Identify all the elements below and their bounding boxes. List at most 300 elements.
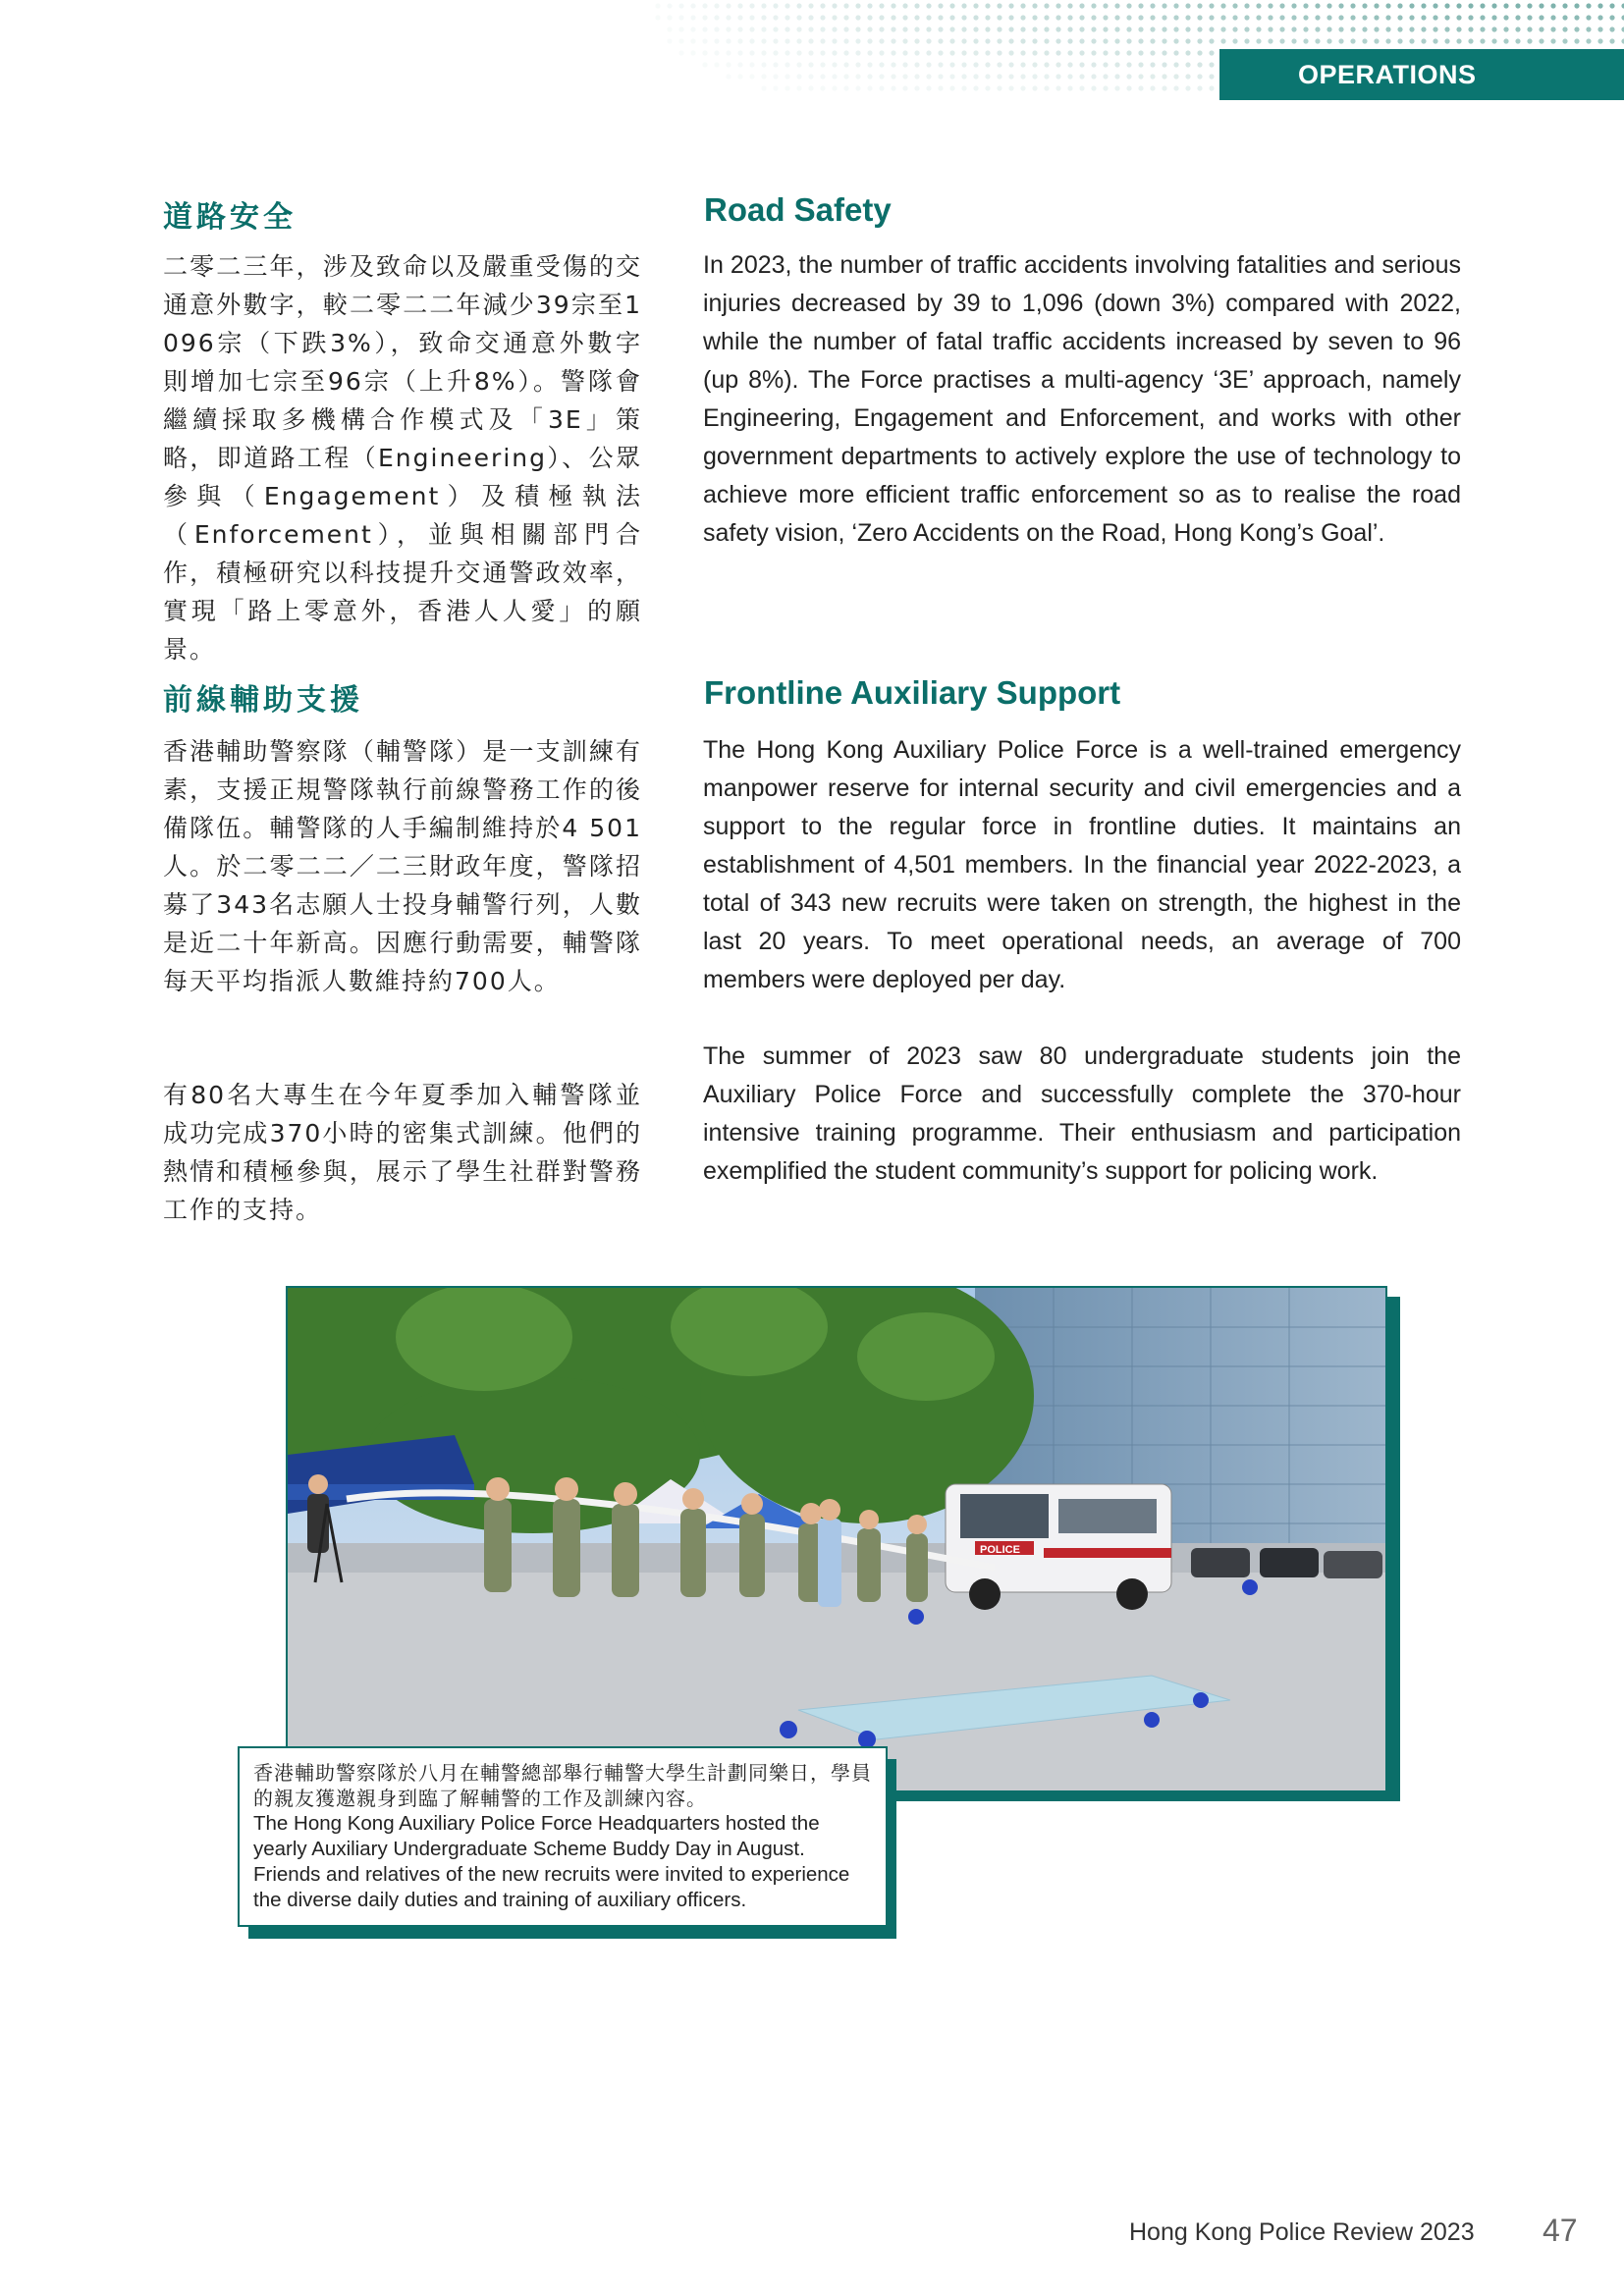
decor-dot: [1374, 3, 1379, 8]
auxiliary-body-en-2: The summer of 2023 saw 80 undergraduate students join the Auxiliary Police Force and successfully complete the 370-hour intensive training programme. Their enthusiasm and participation exemplified the student community’s support for policing work.: [703, 1042, 1461, 1185]
decor-dot: [678, 15, 683, 20]
decor-dot: [1091, 85, 1096, 90]
decor-dot: [1067, 3, 1072, 8]
decor-dot: [1421, 27, 1426, 31]
decor-dot: [702, 15, 707, 20]
decor-dot: [832, 50, 837, 55]
decor-dot: [879, 85, 884, 90]
decor-dot: [949, 3, 954, 8]
decor-dot: [808, 38, 813, 43]
decor-dot: [1162, 85, 1166, 90]
decor-dot: [1044, 38, 1049, 43]
decor-dot: [1044, 15, 1049, 20]
decor-dot: [1303, 15, 1308, 20]
decor-dot: [678, 3, 683, 8]
decor-dot: [985, 85, 990, 90]
decor-dot: [1173, 27, 1178, 31]
decor-dot: [1350, 3, 1355, 8]
decor-dot: [926, 85, 931, 90]
decor-dot: [938, 38, 943, 43]
decor-dot: [1397, 3, 1402, 8]
decor-dot: [926, 74, 931, 79]
decor-dot: [1114, 15, 1119, 20]
decor-dot: [914, 85, 919, 90]
decor-dot: [843, 50, 848, 55]
auxiliary-body-en-1: The Hong Kong Auxiliary Police Force is a well-trained emergency manpower reserve for internal security and civil emergencies and a support to the regular force in frontline duties. It maintains an establishment of 4,501 members. In the financial year 2022-2023, a total of 343 new recruits were taken on strength, the highest in the last 20 years. To meet operational needs, an average of 700 members were deployed per day.: [703, 736, 1461, 993]
decor-dot: [1444, 38, 1449, 43]
decor-dot: [961, 50, 966, 55]
decor-dot: [667, 15, 672, 20]
decor-dot: [1256, 27, 1261, 31]
decor-dot: [1315, 38, 1320, 43]
decor-dot: [1114, 3, 1119, 8]
decor-dot: [1138, 3, 1143, 8]
decor-dot: [1091, 3, 1096, 8]
decor-dot: [1044, 85, 1049, 90]
decor-dot: [820, 3, 825, 8]
decor-dot: [1020, 74, 1025, 79]
decor-dot: [1079, 50, 1084, 55]
decor-dot: [1020, 3, 1025, 8]
decor-dot: [1150, 85, 1155, 90]
decor-dot: [949, 62, 954, 67]
decor-dot: [1491, 27, 1496, 31]
decor-dot: [1032, 50, 1037, 55]
decor-dot: [726, 50, 731, 55]
decor-dot: [1173, 15, 1178, 20]
decor-dot: [985, 15, 990, 20]
decor-dot: [1079, 27, 1084, 31]
decor-dot: [961, 27, 966, 31]
decor-dot: [902, 85, 907, 90]
road-safety-body-zh: 二零二三年，涉及致命以及嚴重受傷的交通意外數字，較二零二二年減少39宗至1 096宗（下跌3%），致命交通意外數字則增加七宗至96宗（上升8%）。警隊會繼續採取多機構合作模式及「3E」策略，即道路工程（Engineering）、公眾參與（Engagement）及積極執法（Enforcement），並與相關部門合作，積極研究以科技提升交通警政效率，實現「路上零意外，香港人人愛」的願景。: [163, 252, 642, 664]
decor-dot: [1279, 38, 1284, 43]
decor-dot: [926, 50, 931, 55]
decor-dot: [1279, 3, 1284, 8]
decor-dot: [891, 85, 895, 90]
decor-dot: [1079, 3, 1084, 8]
decor-dot: [1103, 74, 1108, 79]
decor-dot: [1232, 27, 1237, 31]
decor-dot: [1338, 27, 1343, 31]
decor-dot: [1468, 15, 1473, 20]
decor-dot: [1150, 38, 1155, 43]
decor-dot: [1056, 38, 1060, 43]
decor-dot: [678, 50, 683, 55]
decor-dot: [914, 38, 919, 43]
decor-dot: [1350, 38, 1355, 43]
decor-dot: [1008, 3, 1013, 8]
decor-dot: [749, 50, 754, 55]
decor-dot: [832, 3, 837, 8]
decor-dot: [855, 85, 860, 90]
vehicle-police-label: POLICE: [980, 1544, 1020, 1556]
decor-dot: [1256, 15, 1261, 20]
decor-dot: [1491, 3, 1496, 8]
decor-dot: [973, 74, 978, 79]
decor-dot: [1397, 27, 1402, 31]
decor-dot: [1091, 27, 1096, 31]
decor-dot: [985, 27, 990, 31]
decor-dot: [1397, 38, 1402, 43]
decor-dot: [773, 74, 778, 79]
decor-dot: [1209, 62, 1214, 67]
decor-dot: [1468, 38, 1473, 43]
decor-dot: [867, 62, 872, 67]
decor-dot: [1032, 74, 1037, 79]
decor-dot: [737, 62, 742, 67]
decor-dot: [1008, 38, 1013, 43]
decor-dot: [961, 85, 966, 90]
decor-dot: [1539, 38, 1543, 43]
decor-dot: [832, 74, 837, 79]
decor-dot: [1162, 74, 1166, 79]
decor-dot: [1150, 62, 1155, 67]
decor-dot: [1550, 27, 1555, 31]
decor-dot: [1279, 27, 1284, 31]
decor-dot: [938, 3, 943, 8]
decor-dot: [1162, 62, 1166, 67]
decor-dot: [879, 62, 884, 67]
decor-dot: [997, 50, 1001, 55]
decor-dot: [1362, 3, 1367, 8]
decor-dot: [1574, 27, 1579, 31]
decor-dot: [761, 74, 766, 79]
decor-dot: [832, 38, 837, 43]
decor-dot: [926, 15, 931, 20]
decor-dot: [1326, 27, 1331, 31]
decor-dot: [1020, 38, 1025, 43]
decor-dot: [1020, 15, 1025, 20]
decor-dot: [855, 50, 860, 55]
decor-dot: [914, 3, 919, 8]
decor-dot: [1008, 15, 1013, 20]
decor-dot: [1503, 15, 1508, 20]
decor-dot: [891, 74, 895, 79]
decor-dot: [1185, 74, 1190, 79]
decor-dot: [1409, 27, 1414, 31]
decor-dot: [902, 15, 907, 20]
decor-dot: [1268, 27, 1272, 31]
decor-dot: [1597, 38, 1602, 43]
decor-dot: [737, 15, 742, 20]
decor-dot: [1456, 27, 1461, 31]
decor-dot: [1326, 15, 1331, 20]
decor-dot: [879, 3, 884, 8]
decor-dot: [1197, 85, 1202, 90]
decor-dot: [1150, 3, 1155, 8]
decor-dot: [985, 62, 990, 67]
decor-dot: [1056, 15, 1060, 20]
decor-dot: [879, 38, 884, 43]
decor-dot: [1350, 15, 1355, 20]
decor-dot: [879, 27, 884, 31]
decor-dot: [997, 62, 1001, 67]
decor-dot: [737, 74, 742, 79]
decor-dot: [1244, 38, 1249, 43]
decor-dot: [973, 50, 978, 55]
decor-dot: [1185, 62, 1190, 67]
decor-dot: [1491, 38, 1496, 43]
decor-dot: [891, 15, 895, 20]
decor-dot: [1385, 38, 1390, 43]
decor-dot: [796, 74, 801, 79]
decor-dot: [855, 62, 860, 67]
road-safety-body-en: In 2023, the number of traffic accidents involving fatalities and serious injuries decreased by 39 to 1,096 (down 3%) compared with 2022, while the number of fatal traffic accidents increased by seven to 96 (up 8%). The Force practises a multi-agency ‘3E’ approach, namely Engineering, Engagement and Enforcement, and works with other government departments to actively explore the use of technology to achieve more efficient traffic enforcement so as to realise the road safety vision, ‘Zero Accidents on the Road, Hong Kong’s Goal’.: [703, 251, 1461, 547]
decor-dot: [655, 15, 660, 20]
decor-dot: [1232, 15, 1237, 20]
decor-dot: [761, 15, 766, 20]
decor-dot: [808, 27, 813, 31]
decor-dot: [749, 74, 754, 79]
decor-dot: [973, 38, 978, 43]
decor-dot: [1114, 85, 1119, 90]
decor-dot: [667, 3, 672, 8]
decor-dot: [820, 62, 825, 67]
decor-dot: [1220, 27, 1225, 31]
decor-dot: [773, 3, 778, 8]
decor-dot: [1609, 27, 1614, 31]
decor-dot: [1020, 50, 1025, 55]
decor-dot: [820, 50, 825, 55]
decor-dot: [1362, 38, 1367, 43]
photo-caption-en: The Hong Kong Auxiliary Police Force Headquarters hosted the yearly Auxiliary Undergraduate Scheme Buddy Day in August. Friends and relatives of the new recruits were invited to experience the diverse daily duties and training of auxiliary officers.: [253, 1812, 850, 1911]
decor-dot: [702, 27, 707, 31]
section-tag: [1219, 49, 1624, 100]
decor-dot: [1574, 3, 1579, 8]
decor-dot: [785, 62, 789, 67]
decor-dot: [843, 85, 848, 90]
decor-dot: [1480, 38, 1485, 43]
decor-dot: [820, 15, 825, 20]
decor-dot: [879, 74, 884, 79]
decor-dot: [938, 74, 943, 79]
decor-dot: [1008, 27, 1013, 31]
decor-dot: [1303, 27, 1308, 31]
page-number: 47: [1543, 2213, 1578, 2248]
decor-dot: [949, 38, 954, 43]
decor-dot: [714, 62, 719, 67]
decor-dot: [997, 15, 1001, 20]
decor-dot: [785, 27, 789, 31]
decor-dot: [1409, 38, 1414, 43]
decor-dot: [1597, 27, 1602, 31]
decor-dot: [1067, 85, 1072, 90]
decor-dot: [926, 3, 931, 8]
decor-dot: [902, 50, 907, 55]
decor-dot: [1586, 27, 1591, 31]
decor-dot: [1315, 27, 1320, 31]
decor-dot: [1020, 62, 1025, 67]
decor-dot: [1020, 27, 1025, 31]
photo-illustration: [288, 1288, 1385, 1790]
decor-dot: [737, 27, 742, 31]
decor-dot: [702, 3, 707, 8]
decor-dot: [1197, 27, 1202, 31]
decor-dot: [785, 3, 789, 8]
decor-dot: [785, 38, 789, 43]
decor-dot: [961, 62, 966, 67]
decor-dot: [1503, 27, 1508, 31]
decor-dot: [938, 62, 943, 67]
decor-dot: [938, 15, 943, 20]
decor-dot: [973, 15, 978, 20]
decor-dot: [785, 50, 789, 55]
decor-dot: [1197, 50, 1202, 55]
decor-dot: [1468, 3, 1473, 8]
decor-dot: [1126, 50, 1131, 55]
decor-dot: [1197, 3, 1202, 8]
decor-dot: [1315, 3, 1320, 8]
decor-dot: [1527, 3, 1532, 8]
auxiliary-body-zh-1: 香港輔助警察隊（輔警隊）是一支訓練有素，支援正規警隊執行前線警務工作的後備隊伍。輔警隊的人手編制維持於4 501人。於二零二二／二三財政年度，警隊招募了343名志願人士投身輔警行列，人數是近二十年新高。因應行動需要，輔警隊每天平均指派人數維持約700人。: [163, 737, 642, 995]
decor-dot: [1197, 62, 1202, 67]
decor-dot: [1256, 3, 1261, 8]
decor-dot: [1173, 50, 1178, 55]
decor-dot: [926, 27, 931, 31]
decor-dot: [1103, 27, 1108, 31]
decor-dot: [1103, 62, 1108, 67]
decor-dot: [1220, 3, 1225, 8]
decor-dot: [737, 38, 742, 43]
decor-dot: [1150, 50, 1155, 55]
decor-dot: [820, 27, 825, 31]
decor-dot: [1126, 27, 1131, 31]
decor-dot: [891, 62, 895, 67]
decor-dot: [1079, 74, 1084, 79]
decor-dot: [1185, 38, 1190, 43]
decor-dot: [855, 27, 860, 31]
decor-dot: [1562, 38, 1567, 43]
decor-dot: [1114, 74, 1119, 79]
decor-dot: [808, 85, 813, 90]
decor-dot: [914, 74, 919, 79]
decor-dot: [1150, 27, 1155, 31]
decor-dot: [1515, 15, 1520, 20]
decor-dot: [1173, 3, 1178, 8]
decor-dot: [1444, 15, 1449, 20]
decor-dot: [1586, 15, 1591, 20]
decor-dot: [1433, 3, 1437, 8]
decor-dot: [702, 38, 707, 43]
decor-dot: [1150, 15, 1155, 20]
decor-dot: [1409, 15, 1414, 20]
decor-dot: [1609, 15, 1614, 20]
decor-dot: [796, 85, 801, 90]
decor-dot: [1550, 38, 1555, 43]
decor-dot: [1173, 74, 1178, 79]
decor-dot: [949, 74, 954, 79]
decor-dot: [855, 3, 860, 8]
section-tag-label: OPERATIONS: [1298, 59, 1477, 89]
decor-dot: [997, 38, 1001, 43]
decor-dot: [773, 38, 778, 43]
decor-dot: [1126, 3, 1131, 8]
decor-dot: [1315, 15, 1320, 20]
decor-dot: [1138, 27, 1143, 31]
decor-dot: [1456, 38, 1461, 43]
decor-dot: [761, 38, 766, 43]
decor-dot: [749, 27, 754, 31]
decor-dot: [867, 27, 872, 31]
decor-dot: [808, 74, 813, 79]
decor-dot: [1197, 74, 1202, 79]
decor-dot: [1103, 85, 1108, 90]
decor-dot: [1056, 27, 1060, 31]
decor-dot: [1209, 3, 1214, 8]
decor-dot: [867, 38, 872, 43]
decor-dot: [926, 62, 931, 67]
decor-dot: [1138, 50, 1143, 55]
decor-dot: [843, 15, 848, 20]
decor-dot: [761, 27, 766, 31]
decor-dot: [1126, 62, 1131, 67]
decor-dot: [749, 15, 754, 20]
decor-dot: [1433, 27, 1437, 31]
decor-dot: [1162, 15, 1166, 20]
decor-dot: [1126, 74, 1131, 79]
decor-dot: [1185, 15, 1190, 20]
decor-dot: [1138, 74, 1143, 79]
decor-dot: [1539, 15, 1543, 20]
decor-dot: [1456, 3, 1461, 8]
decor-dot: [1597, 3, 1602, 8]
decor-dot: [773, 27, 778, 31]
decor-dot: [1515, 3, 1520, 8]
decor-dot: [867, 15, 872, 20]
decor-dot: [879, 50, 884, 55]
auxiliary-title-zh: 前線輔助支援: [163, 683, 363, 718]
decor-dot: [702, 50, 707, 55]
decor-dot: [1008, 74, 1013, 79]
decor-dot: [1067, 50, 1072, 55]
decor-dot: [1268, 3, 1272, 8]
decor-dot: [891, 3, 895, 8]
decor-dot: [902, 38, 907, 43]
decor-dot: [891, 27, 895, 31]
decor-dot: [1433, 15, 1437, 20]
decor-dot: [914, 27, 919, 31]
decor-dot: [726, 62, 731, 67]
decor-dot: [1056, 50, 1060, 55]
decor-dot: [1209, 85, 1214, 90]
road-safety-title-zh: 道路安全: [163, 200, 297, 235]
decor-dot: [808, 3, 813, 8]
decor-dot: [785, 15, 789, 20]
decor-dot: [761, 3, 766, 8]
decor-dot: [1162, 38, 1166, 43]
decor-dot: [1067, 27, 1072, 31]
decor-dot: [1091, 50, 1096, 55]
decor-dot: [1515, 38, 1520, 43]
decor-dot: [961, 15, 966, 20]
decor-dot: [761, 62, 766, 67]
decor-dot: [726, 74, 731, 79]
decor-dot: [1114, 50, 1119, 55]
decor-dot: [1385, 27, 1390, 31]
decor-dot: [1185, 27, 1190, 31]
decor-dot: [726, 27, 731, 31]
decor-dot: [796, 15, 801, 20]
decor-dot: [690, 27, 695, 31]
decor-dot: [985, 50, 990, 55]
decor-dot: [737, 50, 742, 55]
decor-dot: [902, 27, 907, 31]
decor-dot: [796, 50, 801, 55]
decor-dot: [773, 85, 778, 90]
decor-dot: [1244, 3, 1249, 8]
decor-dot: [1562, 3, 1567, 8]
